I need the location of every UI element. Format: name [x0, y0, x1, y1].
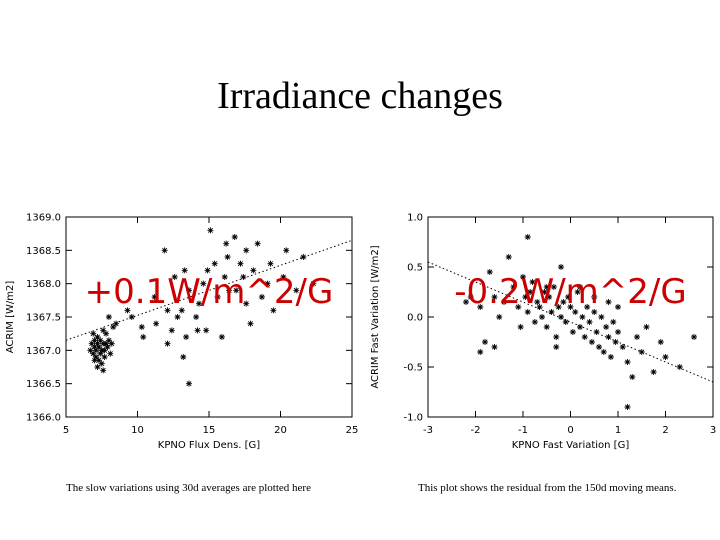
data-point — [598, 314, 604, 320]
data-point — [153, 321, 159, 327]
y-tick-label: 1.0 — [407, 212, 423, 224]
data-point — [193, 314, 199, 320]
x-tick-label: -1 — [518, 425, 528, 436]
left-chart-panel — [0, 205, 365, 475]
x-tick-label: 5 — [62, 425, 70, 436]
data-point — [570, 329, 576, 335]
left-chart-caption: The slow variations using 30d averages are plotted here — [66, 482, 311, 494]
data-point — [625, 404, 631, 410]
data-point — [243, 247, 249, 253]
y-tick-label: -0.5 — [403, 362, 423, 374]
data-point — [544, 324, 550, 330]
data-point — [496, 314, 502, 320]
data-point — [691, 334, 697, 340]
data-point — [492, 344, 498, 350]
data-point — [237, 261, 243, 267]
x-tick-label: 0 — [567, 425, 574, 436]
data-point — [283, 247, 289, 253]
y-axis-label: ACRIM Fast Variation [W/m2] — [370, 245, 381, 389]
data-point — [267, 261, 273, 267]
y-tick-label: 1368.5 — [26, 245, 61, 257]
data-point — [634, 334, 640, 340]
data-point — [596, 344, 602, 350]
plot-frame — [428, 217, 713, 417]
data-point — [103, 331, 109, 337]
data-point — [104, 344, 110, 350]
data-point — [255, 241, 261, 247]
data-point — [506, 254, 512, 260]
data-point — [577, 324, 583, 330]
x-tick-label: 2 — [662, 425, 669, 436]
data-point — [212, 261, 218, 267]
x-tick-label: -2 — [470, 425, 481, 436]
data-point — [610, 319, 616, 325]
right-chart-caption: This plot shows the residual from the 150d moving means. — [418, 482, 677, 494]
data-point — [207, 227, 213, 233]
data-point — [102, 354, 108, 360]
data-point — [553, 344, 559, 350]
data-point — [525, 234, 531, 240]
data-point — [106, 314, 112, 320]
data-point — [203, 327, 209, 333]
data-point — [677, 364, 683, 370]
x-tick-label: 3 — [709, 425, 717, 436]
data-point — [613, 339, 619, 345]
data-point — [639, 349, 645, 355]
data-point — [532, 319, 538, 325]
y-tick-label: 1368.0 — [26, 279, 61, 291]
data-point — [615, 329, 621, 335]
data-point — [225, 254, 231, 260]
data-point — [140, 334, 146, 340]
data-point — [651, 369, 657, 375]
data-point — [477, 349, 483, 355]
left-scatter-chart — [0, 205, 365, 475]
data-point — [558, 264, 564, 270]
data-point — [195, 327, 201, 333]
data-point — [589, 339, 595, 345]
x-tick-label: 25 — [345, 425, 359, 436]
data-point — [482, 339, 488, 345]
data-point — [109, 341, 115, 347]
data-point — [165, 341, 171, 347]
slope-annotation: +0.1W/m^2/G — [84, 272, 334, 312]
data-point — [518, 324, 524, 330]
data-point — [129, 314, 135, 320]
y-tick-label: -1.0 — [403, 412, 423, 424]
data-point — [162, 247, 168, 253]
data-point — [553, 334, 559, 340]
data-point — [582, 334, 588, 340]
data-point — [247, 321, 253, 327]
data-point — [587, 319, 593, 325]
data-point — [107, 351, 113, 357]
data-point — [625, 359, 631, 365]
data-point — [601, 349, 607, 355]
data-point — [180, 354, 186, 360]
data-point — [658, 339, 664, 345]
data-point — [175, 314, 181, 320]
data-point — [232, 234, 238, 240]
x-tick-label: -3 — [423, 425, 433, 436]
y-tick-label: 1369.0 — [26, 212, 61, 224]
y-tick-label: 1367.5 — [26, 312, 61, 324]
data-point — [594, 329, 600, 335]
y-tick-label: 1366.0 — [26, 412, 61, 424]
data-point — [620, 344, 626, 350]
data-point — [606, 334, 612, 340]
data-point — [169, 327, 175, 333]
x-tick-label: 15 — [202, 425, 216, 436]
x-axis-label: KPNO Flux Dens. [G] — [157, 440, 261, 451]
right-scatter-chart — [365, 205, 720, 475]
data-point — [223, 241, 229, 247]
y-tick-label: 1366.5 — [26, 379, 61, 391]
x-axis-label: KPNO Fast Variation [G] — [511, 440, 630, 451]
y-axis-label: ACRIM [W/m2] — [5, 280, 16, 354]
slope-annotation: -0.2W/m^2/G — [454, 272, 687, 312]
x-tick-label: 1 — [614, 425, 622, 436]
data-point — [563, 319, 569, 325]
data-point — [663, 354, 669, 360]
data-point — [90, 331, 96, 337]
data-point — [219, 334, 225, 340]
y-tick-label: 0.0 — [407, 312, 423, 324]
data-point — [94, 364, 100, 370]
data-point — [183, 334, 189, 340]
data-point — [579, 314, 585, 320]
right-chart-panel — [365, 205, 720, 475]
data-point — [139, 324, 145, 330]
slide-title: Irradiance changes — [217, 75, 503, 117]
y-tick-label: 0.5 — [407, 262, 423, 274]
data-point — [113, 321, 119, 327]
data-point — [629, 374, 635, 380]
data-point — [100, 367, 106, 373]
data-point — [92, 357, 98, 363]
data-point — [186, 381, 192, 387]
data-point — [644, 324, 650, 330]
data-point — [99, 361, 105, 367]
x-tick-label: 20 — [274, 425, 287, 436]
data-point — [558, 314, 564, 320]
y-tick-label: 1367.0 — [26, 345, 61, 357]
data-point — [300, 254, 306, 260]
data-point — [608, 354, 614, 360]
data-point — [539, 314, 545, 320]
data-point — [603, 324, 609, 330]
x-tick-label: 10 — [131, 425, 144, 436]
